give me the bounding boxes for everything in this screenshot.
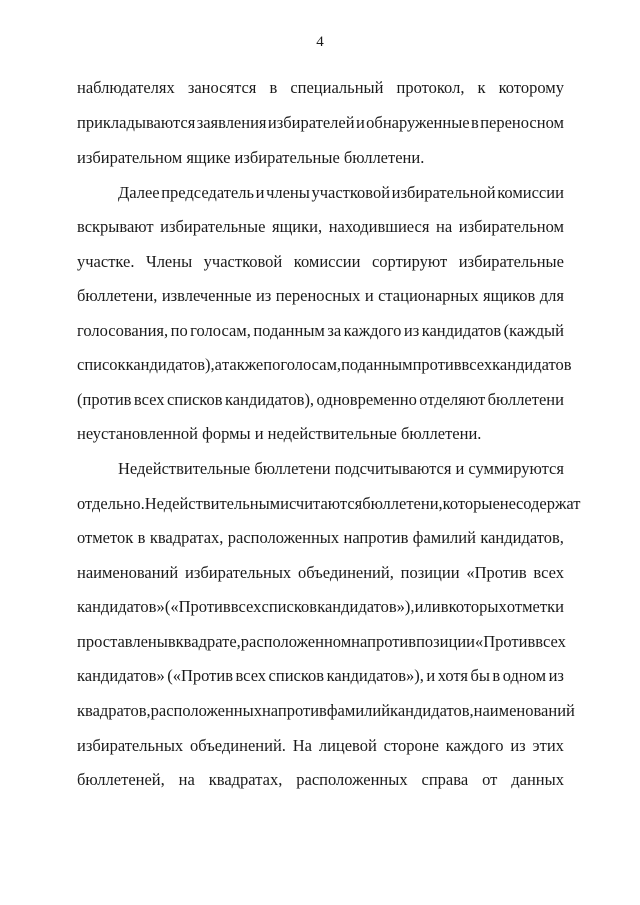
word: кандидатов,: [390, 701, 474, 720]
word: расположенных: [296, 770, 408, 789]
word: и: [255, 183, 265, 202]
word: считаются: [288, 494, 363, 513]
word: и: [426, 666, 436, 685]
word: вскрывают: [77, 217, 154, 236]
word: и: [355, 113, 365, 132]
page-number: 4: [316, 34, 324, 50]
word: избирателей: [267, 113, 355, 132]
word: наблюдателях: [77, 78, 175, 97]
word: кандидатов»),: [317, 597, 415, 616]
word: заявления: [196, 113, 267, 132]
word: всех: [133, 390, 165, 409]
word: за: [327, 321, 342, 340]
word: специальный: [290, 78, 384, 97]
text-line: [77, 736, 564, 756]
word: находившиеся: [328, 217, 430, 236]
word: и: [455, 459, 465, 478]
word: списков: [166, 390, 223, 409]
word: списков: [268, 666, 325, 685]
word: кандидатов: [492, 355, 572, 374]
word: в: [471, 113, 479, 132]
word: «Против: [466, 563, 527, 582]
word: кандидатов»: [77, 666, 165, 685]
text-line: [77, 113, 564, 133]
word: ящики,: [272, 217, 323, 236]
word: позиции: [400, 563, 460, 582]
text-line: [77, 666, 564, 686]
word: из: [255, 286, 272, 305]
word: отделяют: [419, 390, 486, 409]
word: содержат: [515, 494, 581, 513]
word: подсчитываются: [334, 459, 452, 478]
word: расположенных: [150, 701, 262, 720]
text-line: [77, 78, 564, 98]
word: в: [492, 666, 501, 685]
word: из: [510, 736, 526, 755]
word: кандидатов),: [224, 390, 315, 409]
word: кандидатов»),: [326, 666, 424, 685]
word: расположенном: [240, 632, 352, 651]
word: Недействительными: [144, 494, 289, 513]
word: всех: [535, 632, 566, 651]
word: а: [214, 355, 222, 374]
word: («Против: [167, 666, 233, 685]
word: заносятся: [187, 78, 257, 97]
word: переносном: [480, 113, 564, 132]
text-line: избирательном ящике избирательные бюллетени.: [77, 148, 425, 167]
word: из: [403, 321, 420, 340]
word: извлеченные: [161, 286, 252, 305]
word: комиссии: [293, 252, 361, 271]
word: всех: [461, 355, 493, 374]
word: (каждый: [503, 321, 564, 340]
text-line: [77, 770, 564, 790]
text-line: [118, 459, 564, 479]
text-line: [77, 494, 581, 514]
word: сортируют: [371, 252, 448, 271]
word: которых: [448, 597, 507, 616]
word: по: [170, 321, 188, 340]
word: кандидатов»: [77, 597, 165, 616]
text-line: [118, 183, 564, 203]
word: всех: [235, 666, 267, 685]
text-line: [77, 286, 564, 306]
word: в: [440, 597, 449, 616]
word: лицевой: [318, 736, 377, 755]
word: Члены: [145, 252, 193, 271]
word: список: [77, 355, 126, 374]
word: этих: [532, 736, 564, 755]
word: На: [292, 736, 312, 755]
word: к: [477, 78, 486, 97]
text-line: [77, 528, 564, 548]
word: стороне: [383, 736, 439, 755]
word: кандидатов),: [125, 355, 215, 374]
word: переносных: [275, 286, 361, 305]
word: не: [499, 494, 516, 513]
word: члены: [266, 183, 310, 202]
word: квадратах,: [149, 528, 224, 547]
word: «Против: [474, 632, 536, 651]
word: данных: [511, 770, 564, 789]
word: бюллетени,: [362, 494, 443, 513]
word: избирательные: [458, 252, 564, 271]
word: проставлены: [77, 632, 168, 651]
word: объединений.: [190, 736, 286, 755]
word: наименований: [473, 701, 575, 720]
word: протокол,: [396, 78, 465, 97]
word: наименований: [77, 563, 179, 582]
word: бюллетеней,: [77, 770, 165, 789]
word: которые: [442, 494, 500, 513]
word: каждого: [343, 321, 402, 340]
text-line: [77, 563, 564, 583]
word: из: [548, 666, 564, 685]
word: отметок: [77, 528, 134, 547]
word: голосам,: [280, 355, 342, 374]
word: фамилий: [326, 701, 391, 720]
word: Недействительные: [118, 459, 251, 478]
word: против: [412, 355, 462, 374]
text-line: [77, 321, 564, 341]
word: кандидатов: [421, 321, 502, 340]
word: хотя: [437, 666, 468, 685]
word: поданным: [341, 355, 413, 374]
word: прикладываются: [77, 113, 196, 132]
word: напротив: [261, 701, 327, 720]
word: от: [482, 770, 498, 789]
word: бюллетени,: [77, 286, 158, 305]
word: позиции: [416, 632, 475, 651]
word: в: [269, 78, 278, 97]
word: расположенных: [227, 528, 340, 547]
text-line: [77, 217, 564, 237]
word: на: [178, 770, 195, 789]
word: суммируются: [468, 459, 564, 478]
word: на: [436, 217, 453, 236]
word: фамилий: [412, 528, 476, 547]
word: всех: [533, 563, 564, 582]
word: отметки: [506, 597, 564, 616]
word: всех: [230, 597, 262, 616]
word: поданным: [253, 321, 325, 340]
word: (против: [77, 390, 132, 409]
word: или: [414, 597, 441, 616]
word: избирательные: [160, 217, 266, 236]
word: участковой: [311, 183, 391, 202]
word: объединений,: [297, 563, 394, 582]
word: напротив: [343, 528, 409, 547]
word: бюллетени: [254, 459, 331, 478]
word: («Против: [164, 597, 231, 616]
word: квадратов,: [77, 701, 151, 720]
word: участковой: [203, 252, 283, 271]
word: стационарных: [378, 286, 479, 305]
word: председатель: [161, 183, 255, 202]
word: которому: [498, 78, 564, 97]
word: и: [364, 286, 374, 305]
word: квадратах,: [208, 770, 283, 789]
word: ящиков: [483, 286, 536, 305]
text-line: [77, 632, 564, 652]
text-line: [77, 701, 575, 721]
word: голосам,: [190, 321, 251, 340]
text-line: [77, 390, 564, 410]
word: в: [167, 632, 176, 651]
word: в: [137, 528, 146, 547]
word: голосования,: [77, 321, 169, 340]
word: также: [222, 355, 264, 374]
word: Далее: [118, 183, 160, 202]
word: квадрате,: [175, 632, 241, 651]
word: списков: [261, 597, 318, 616]
word: кандидатов,: [480, 528, 564, 547]
text-line: неустановленной формы и недействительные бюллетени.: [77, 424, 482, 443]
word: избирательном: [458, 217, 564, 236]
text-line: [77, 355, 572, 375]
word: обнаруженные: [366, 113, 470, 132]
word: одновременно: [316, 390, 417, 409]
word: участке.: [77, 252, 135, 271]
text-line: [77, 252, 564, 272]
word: бюллетени: [487, 390, 564, 409]
word: одном: [502, 666, 547, 685]
word: бы: [470, 666, 490, 685]
word: отдельно.: [77, 494, 145, 513]
word: избирательных: [185, 563, 292, 582]
word: по: [263, 355, 281, 374]
word: каждого: [445, 736, 504, 755]
word: для: [539, 286, 564, 305]
word: напротив: [351, 632, 417, 651]
word: избирательной: [391, 183, 496, 202]
word: комиссии: [497, 183, 564, 202]
word: избирательных: [77, 736, 184, 755]
text-line: [77, 597, 564, 617]
word: справа: [421, 770, 469, 789]
